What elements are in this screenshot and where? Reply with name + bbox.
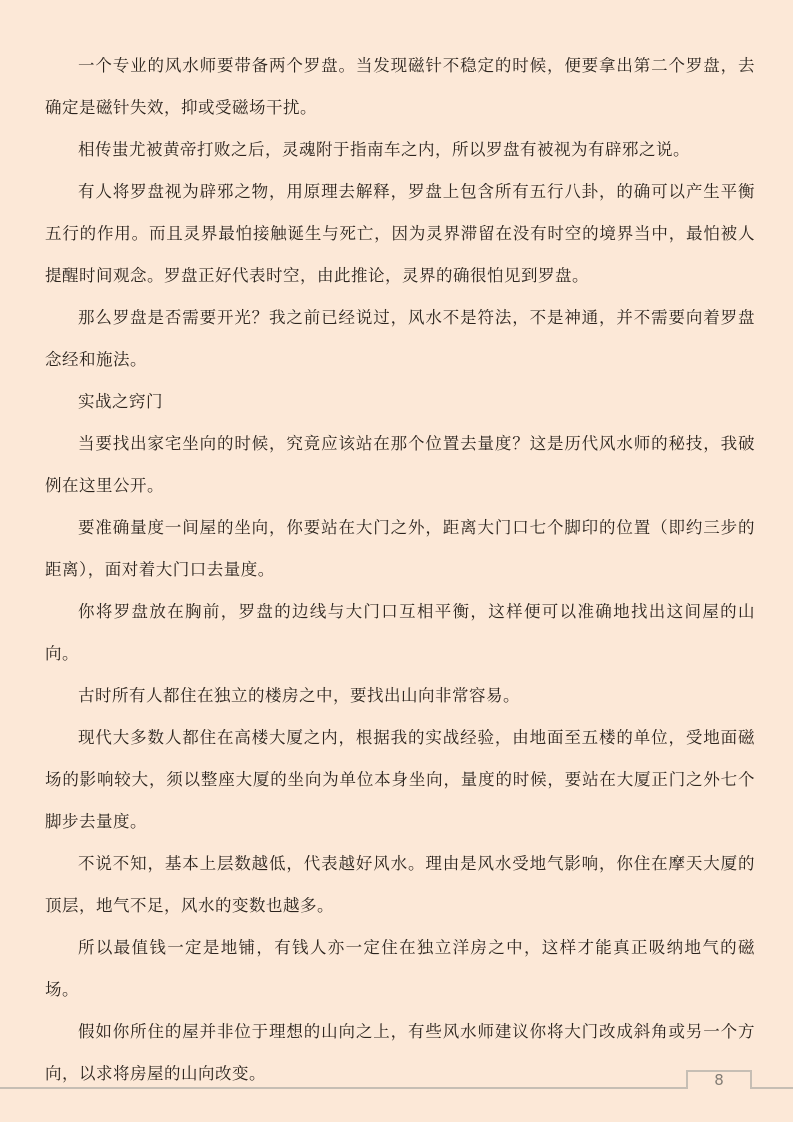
paragraph: 相传蚩尤被黄帝打败之后，灵魂附于指南车之内，所以罗盘有被视为有辟邪之说。 — [78, 140, 690, 159]
page-number: 8 — [714, 1071, 724, 1089]
page-content — [45, 45, 755, 1095]
paragraph: 所以最值钱一定是地铺，有钱人亦一定住在独立洋房之中，这样才能真正吸纳地气的磁场。 — [45, 938, 755, 999]
paragraph: 你将罗盘放在胸前，罗盘的边线与大门口互相平衡，这样便可以准确地找出这间屋的山向。 — [45, 602, 755, 663]
paragraph: 那么罗盘是否需要开光？我之前已经说过，风水不是符法，不是神通，并不需要向着罗盘念经和施法。 — [45, 308, 755, 369]
paragraph: 假如你所住的屋并非位于理想的山向之上，有些风水师建议你将大门改成斜角或另一个方向，以求将房屋的山向改变。 — [45, 1022, 755, 1083]
paragraph: 不说不知，基本上层数越低，代表越好风水。理由是风水受地气影响，你住在摩天大厦的顶层，地气不足，风水的变数也越多。 — [45, 854, 755, 915]
paragraph: 有人将罗盘视为辟邪之物，用原理去解释，罗盘上包含所有五行八卦，的确可以产生平衡五行的作用。而且灵界最怕接触诞生与死亡，因为灵界滞留在没有时空的境界当中，最怕被人提醒时间观念。罗盘正好代表时空，由此推论，灵界的确很怕见到罗盘。 — [45, 182, 755, 285]
paragraph: 要准确量度一间屋的坐向，你要站在大门之外，距离大门口七个脚印的位置（即约三步的距离），面对着大门口去量度。 — [45, 518, 755, 579]
paragraph: 现代大多数人都住在高楼大厦之内，根据我的实战经验，由地面至五楼的单位，受地面磁场的影响较大，须以整座大厦的坐向为单位本身坐向，量度的时候，要站在大厦正门之外七个脚步去量度。 — [45, 728, 755, 831]
paragraph: 当要找出家宅坐向的时候，究竟应该站在那个位置去量度？这是历代风水师的秘技，我破例在这里公开。 — [45, 434, 755, 495]
paragraph: 实战之窍门 — [78, 392, 163, 411]
paragraph: 一个专业的风水师要带备两个罗盘。当发现磁针不稳定的时候，便要拿出第二个罗盘，去确定是磁针失效，抑或受磁场干扰。 — [45, 56, 755, 117]
paragraph: 古时所有人都住在独立的楼房之中，要找出山向非常容易。 — [78, 686, 520, 705]
footer-rule-right — [752, 1087, 793, 1089]
